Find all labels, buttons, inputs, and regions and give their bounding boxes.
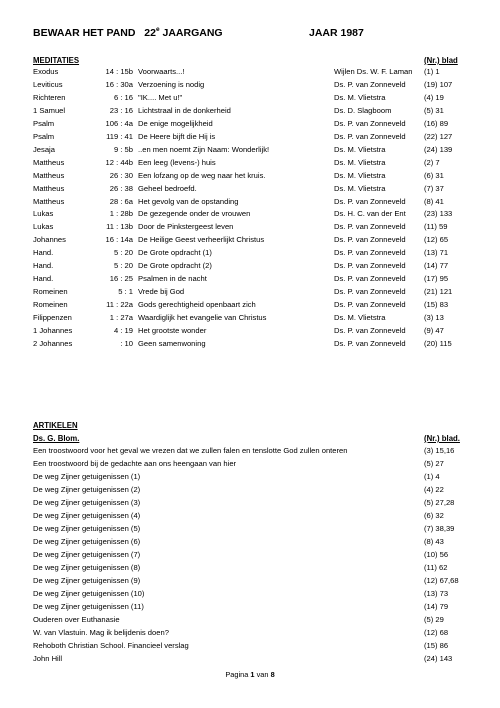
meditatie-page-ref: (21) 121 (424, 287, 453, 297)
meditatie-reference: 26 : 30 (109, 170, 133, 180)
meditatie-page-ref: (11) 59 (424, 222, 448, 232)
meditatie-author: Ds. P. van Zonneveld (334, 196, 406, 206)
meditatie-row (0, 312, 500, 324)
meditatie-book: Leviticus (33, 79, 63, 89)
meditatie-row (0, 170, 500, 182)
meditatie-reference: 6 : 16 (114, 92, 133, 102)
artikel-page-ref: (24) 143 (424, 654, 453, 663)
artikel-page-ref: (5) 27,28 (424, 498, 455, 507)
meditatie-book: Jesaja (33, 144, 55, 154)
meditatie-page-ref: (3) 13 (424, 313, 444, 323)
meditatie-author: Ds. M. Vlietstra (334, 92, 386, 102)
meditatie-title: Geheel bedroefd. (138, 183, 197, 193)
meditatie-book: Lukas (33, 209, 54, 219)
meditatie-row (0, 234, 500, 246)
meditatie-reference: 14 : 15b (105, 67, 133, 76)
meditatie-author: Ds. M. Vlietstra (334, 313, 386, 323)
artikel-page-ref: (11) 62 (424, 563, 448, 572)
meditatie-page-ref: (7) 37 (424, 183, 444, 193)
meditatie-author: Ds. P. van Zonneveld (334, 79, 406, 89)
artikel-title: De weg Zijner getuigenissen (5) (33, 524, 141, 533)
meditatie-book: Richteren (33, 92, 66, 102)
meditatie-row (0, 299, 500, 311)
meditatie-book: Mattheus (33, 170, 65, 180)
artikel-row (0, 575, 500, 587)
meditatie-author: Ds. P. van Zonneveld (334, 287, 406, 297)
meditatie-author: Ds. P. van Zonneveld (334, 326, 406, 335)
artikel-page-ref: (15) 86 (424, 641, 449, 650)
artikel-title: De weg Zijner getuigenissen (1) (33, 472, 141, 481)
meditatie-author: Ds. P. van Zonneveld (334, 338, 406, 348)
artikel-title: De weg Zijner getuigenissen (8) (33, 563, 141, 572)
artikel-page-ref: (5) 29 (424, 615, 444, 624)
meditaties-title: MEDITATIES (33, 56, 80, 65)
artikelen-author-head: Ds. G. Blom. (33, 434, 80, 443)
header-volume-number: 22 (144, 27, 156, 39)
artikel-page-ref: (12) 67,68 (424, 576, 459, 585)
artikelen-title: ARTIKELEN (33, 421, 78, 430)
meditatie-page-ref: (20) 115 (424, 338, 452, 348)
artikel-title: De weg Zijner getuigenissen (4) (33, 511, 141, 520)
artikel-row (0, 601, 500, 613)
artikel-page-ref: (1) 4 (424, 472, 440, 481)
meditatie-book: Mattheus (33, 196, 65, 206)
meditatie-reference: 16 : 30a (105, 79, 133, 89)
meditatie-reference: 5 : 20 (114, 248, 133, 258)
header-volume-suffix: e (155, 26, 160, 33)
artikel-row (0, 653, 500, 665)
meditatie-page-ref: (15) 83 (424, 300, 449, 310)
artikel-row (0, 536, 500, 548)
artikel-title: De weg Zijner getuigenissen (10) (33, 589, 145, 598)
meditatie-book: Hand. (33, 248, 54, 258)
meditatie-title: Een lofzang op de weg naar het kruis. (138, 170, 266, 180)
meditatie-book: Lukas (33, 222, 54, 232)
meditatie-row (0, 208, 500, 220)
artikel-row (0, 549, 500, 561)
meditatie-book: Mattheus (33, 183, 65, 193)
meditatie-row (0, 118, 500, 130)
meditatie-reference: 5 : 20 (114, 261, 133, 271)
meditatie-reference: 119 : 41 (106, 131, 133, 141)
meditatie-page-ref: (14) 77 (424, 261, 449, 271)
meditatie-row (0, 338, 500, 350)
meditatie-author: Ds. H. C. van der Ent (334, 209, 406, 219)
artikel-page-ref: (7) 38,39 (424, 524, 455, 533)
meditatie-title: De Heere bijft die Hij is (138, 131, 216, 141)
header-year: JAAR 1987 (309, 27, 364, 39)
artikel-page-ref: (10) 56 (424, 550, 449, 559)
meditatie-title: Vrede bij God (138, 287, 185, 297)
meditatie-book: 1 Johannes (33, 326, 73, 335)
meditatie-page-ref: (6) 31 (424, 170, 444, 180)
meditatie-author: Ds. P. van Zonneveld (334, 274, 406, 284)
meditatie-author: Ds. P. van Zonneveld (334, 118, 406, 128)
meditatie-author: Ds. D. Slagboom (334, 105, 392, 115)
meditatie-title: Voorwaarts...! (138, 67, 185, 76)
artikel-page-ref: (8) 43 (424, 537, 444, 546)
meditatie-reference: 12 : 44b (105, 157, 133, 167)
artikel-title: De weg Zijner getuigenissen (7) (33, 550, 141, 559)
meditatie-author: Ds. P. van Zonneveld (334, 300, 406, 310)
artikel-title: W. van Vlastuin. Mag ik belijdenis doen? (33, 628, 169, 637)
artikel-title: De weg Zijner getuigenissen (2) (33, 485, 141, 494)
meditatie-row (0, 196, 500, 208)
artikel-title: De weg Zijner getuigenissen (9) (33, 576, 141, 585)
meditatie-page-ref: (16) 89 (424, 118, 449, 128)
meditatie-reference: : 10 (120, 338, 133, 348)
meditatie-page-ref: (13) 71 (424, 248, 449, 258)
artikel-row (0, 614, 500, 626)
artikel-page-ref: (5) 27 (424, 459, 444, 468)
meditatie-title: De gezegende onder de vrouwen (138, 209, 251, 219)
artikel-page-ref: (6) 32 (424, 511, 444, 520)
footer-middle: van (256, 670, 269, 679)
meditatie-row (0, 79, 500, 91)
artikel-page-ref: (4) 22 (424, 485, 444, 494)
artikel-title: De weg Zijner getuigenissen (11) (33, 602, 144, 611)
artikel-page-ref: (13) 73 (424, 589, 449, 598)
meditatie-page-ref: (23) 133 (424, 209, 453, 219)
meditatie-row (0, 183, 500, 195)
artikel-title: De weg Zijner getuigenissen (3) (33, 498, 141, 507)
meditatie-page-ref: (1) 1 (424, 67, 440, 76)
meditatie-reference: 23 : 16 (109, 105, 133, 115)
artikel-row (0, 458, 500, 470)
meditatie-title: Gods gerechtigheid openbaart zich (138, 300, 256, 310)
meditatie-title: ..en men noemt Zijn Naam: Wonderlijk! (138, 144, 270, 154)
header-left (33, 27, 223, 39)
meditatie-row (0, 260, 500, 272)
artikel-row (0, 445, 500, 457)
meditatie-author: Ds. M. Vlietstra (334, 157, 386, 167)
meditatie-author: Ds. P. van Zonneveld (334, 235, 406, 245)
artikel-title: Ouderen over Euthanasie (33, 615, 120, 624)
meditatie-page-ref: (12) 65 (424, 235, 449, 245)
meditatie-row (0, 247, 500, 259)
meditatie-book: Psalm (33, 118, 55, 128)
meditatie-reference: 11 : 13b (106, 222, 133, 232)
meditatie-reference: 28 : 6a (109, 196, 133, 206)
meditatie-page-ref: (5) 31 (424, 105, 444, 115)
meditatie-row (0, 273, 500, 285)
meditatie-title: Het grootste wonder (138, 326, 207, 335)
meditatie-page-ref: (17) 95 (424, 274, 449, 284)
footer-page-total: 8 (270, 670, 275, 679)
meditatie-row (0, 144, 500, 156)
meditatie-page-ref: (9) 47 (424, 326, 444, 335)
artikel-row (0, 510, 500, 522)
meditatie-author: Ds. P. van Zonneveld (334, 222, 406, 232)
meditatie-page-ref: (22) 127 (424, 131, 453, 141)
meditatie-reference: 9 : 5b (114, 144, 133, 154)
page-header (33, 27, 493, 41)
artikel-title: John Hill (33, 654, 63, 663)
meditatie-row (0, 325, 500, 337)
meditatie-book: Hand. (33, 261, 54, 271)
meditatie-row (0, 286, 500, 298)
meditatie-book: Romeinen (33, 300, 68, 310)
meditatie-title: Verzoening is nodig (138, 79, 205, 89)
meditatie-author: Ds. P. van Zonneveld (334, 248, 406, 258)
meditatie-book: 1 Samuel (33, 105, 66, 115)
artikel-row (0, 562, 500, 574)
meditatie-author: Ds. P. van Zonneveld (334, 131, 406, 141)
meditatie-reference: 26 : 38 (109, 183, 133, 193)
meditatie-row (0, 105, 500, 117)
meditatie-reference: 5 : 1 (118, 287, 133, 297)
meditatie-title: "IK.... Met u!" (138, 92, 183, 102)
meditatie-reference: 11 : 22a (106, 300, 133, 310)
meditatie-page-ref: (8) 41 (424, 196, 444, 206)
meditatie-title: Waardiglijk het evangelie van Christus (138, 313, 267, 323)
meditatie-title: Psalmen in de nacht (138, 274, 207, 284)
artikel-title: Rehoboth Christian School. Financieel verslag (33, 641, 189, 650)
meditatie-author: Ds. M. Vlietstra (334, 144, 386, 154)
meditatie-reference: 16 : 25 (109, 274, 133, 284)
meditatie-author: Ds. M. Vlietstra (334, 170, 386, 180)
meditatie-title: De enige mogelijkheid (138, 118, 213, 128)
page-footer (0, 670, 500, 679)
meditatie-book: Hand. (33, 274, 54, 284)
artikel-row (0, 471, 500, 483)
meditatie-author: Wijlen Ds. W. F. Laman (334, 67, 413, 76)
artikel-title: Een troostwoord voor het geval we vrezen dat we zullen falen en tenslotte God zullen onteren (33, 446, 348, 455)
meditatie-row (0, 66, 500, 78)
meditatie-title: Geen samenwoning (138, 338, 206, 348)
meditatie-title: Een leeg (levens-) huis (138, 157, 216, 167)
meditatie-page-ref: (4) 19 (424, 92, 444, 102)
meditatie-row (0, 92, 500, 104)
meditatie-reference: 16 : 14a (105, 235, 133, 245)
meditatie-reference: 1 : 27a (109, 313, 133, 323)
meditatie-book: Exodus (33, 67, 59, 76)
meditatie-title: De Grote opdracht (1) (138, 248, 212, 258)
artikel-title: Een troostwoord bij de gedachte aan ons heengaan van hier (33, 459, 237, 468)
meditatie-title: Lichtstraal in de donkerheid (138, 105, 231, 115)
meditatie-row (0, 131, 500, 143)
artikel-row (0, 588, 500, 600)
meditatie-title: Door de Pinkstergeest leven (138, 222, 234, 232)
artikel-row (0, 640, 500, 652)
meditatie-author: Ds. M. Vlietstra (334, 183, 386, 193)
meditatie-book: Mattheus (33, 157, 65, 167)
meditaties-column-head: (Nr.) blad (424, 56, 458, 65)
footer-page-number: 1 (250, 670, 255, 679)
artikel-page-ref: (3) 15,16 (424, 446, 455, 455)
meditatie-reference: 1 : 28b (109, 209, 133, 219)
artikel-row (0, 497, 500, 509)
header-volume-label: JAARGANG (162, 27, 223, 39)
meditatie-book: Filippenzen (33, 313, 72, 323)
meditatie-title: De Heilige Geest verheerlijkt Christus (138, 235, 265, 245)
artikel-page-ref: (14) 79 (424, 602, 449, 611)
meditatie-reference: 106 : 4a (105, 118, 133, 128)
header-title: BEWAAR HET PAND (33, 27, 136, 39)
meditatie-author: Ds. P. van Zonneveld (334, 261, 406, 271)
meditatie-book: Romeinen (33, 287, 68, 297)
artikelen-column-head: (Nr.) blad. (424, 434, 460, 443)
artikel-row (0, 484, 500, 496)
meditatie-title: Het gevolg van de opstanding (138, 196, 239, 206)
meditatie-page-ref: (19) 107 (424, 79, 453, 89)
artikel-row (0, 523, 500, 535)
meditatie-page-ref: (2) 7 (424, 157, 440, 167)
meditatie-book: 2 Johannes (33, 338, 73, 348)
meditatie-row (0, 221, 500, 233)
meditatie-book: Psalm (33, 131, 55, 141)
artikel-title: De weg Zijner getuigenissen (6) (33, 537, 141, 546)
artikel-row (0, 627, 500, 639)
meditatie-title: De Grote opdracht (2) (138, 261, 212, 271)
meditatie-page-ref: (24) 139 (424, 144, 453, 154)
meditatie-book: Johannes (33, 235, 66, 245)
meditatie-row (0, 157, 500, 169)
meditatie-reference: 4 : 19 (114, 326, 133, 335)
footer-prefix: Pagina (225, 670, 249, 679)
artikel-page-ref: (12) 68 (424, 628, 449, 637)
